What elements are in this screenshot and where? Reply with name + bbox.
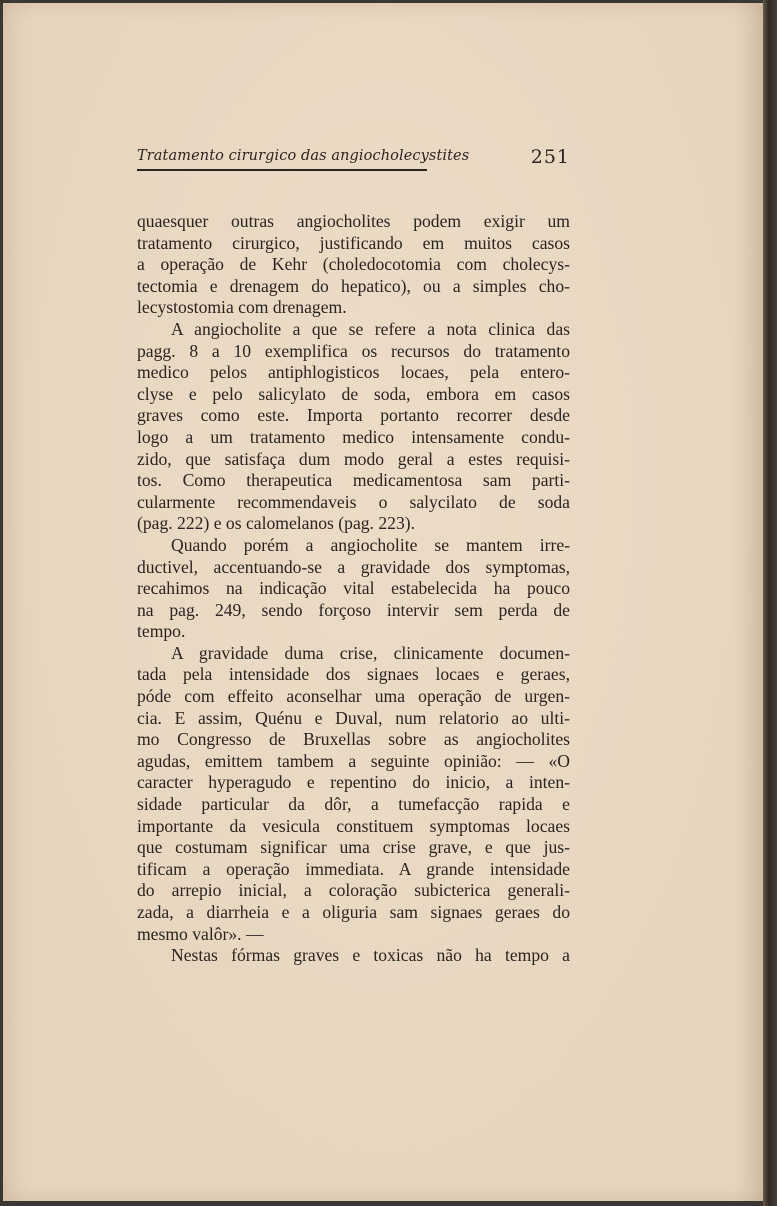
text-line: recahimos na indicação vital estabelecida ha pouco (137, 578, 570, 599)
text-line: póde com effeito aconselhar uma operação de urgen- (137, 686, 570, 707)
text-line: na pag. 249, sendo forçoso intervir sem perda de (137, 599, 570, 620)
text-line: do arrepio inicial, a coloração subicterica generali- (137, 880, 570, 901)
text-line: pagg. 8 a 10 exemplifica os recursos do tratamento (137, 340, 570, 361)
text-line: A gravidade duma crise, clinicamente documen- (171, 642, 570, 663)
text-line: Quando porém a angiocholite se mantem irre- (171, 534, 570, 555)
text-line: medico pelos antiphlogisticos locaes, pela entero- (137, 362, 570, 383)
text-line: tratamento cirurgico, justificando em muitos casos (137, 232, 570, 253)
text-line: cia. E assim, Quénu e Duval, num relatorio ao ulti- (137, 707, 570, 728)
text-line: lecystostomia com drenagem. (137, 297, 347, 318)
running-header (137, 146, 570, 174)
text-line: tectomia e drenagem do hepatico), ou a simples cho- (137, 275, 570, 296)
text-line: logo a um tratamento medico intensamente condu- (137, 426, 570, 447)
text-line: que costumam significar uma crise grave, e que jus- (137, 837, 570, 858)
running-title: Tratamento cirurgico das angiocholecystites (137, 148, 470, 164)
text-line: Nestas fórmas graves e toxicas não ha tempo a (171, 945, 570, 966)
text-line: zido, que satisfaça dum modo geral a estes requisi- (137, 448, 570, 469)
text-line: caracter hyperagudo e repentino do inicio, a inten- (137, 772, 570, 793)
text-line: (pag. 222) e os calomelanos (pag. 223). (137, 513, 415, 534)
text-line: zada, a diarrheia e a oliguria sam signaes geraes do (137, 902, 570, 922)
text-line: tos. Como therapeutica medicamentosa sam parti- (137, 470, 570, 491)
page-number: 251 (530, 146, 570, 168)
text-line: importante da vesicula constituem symptomas locaes (137, 815, 570, 836)
text-line: ductivel, accentuando-se a gravidade dos symptomas, (137, 556, 570, 577)
text-line: tificam a operação immediata. A grande intensidade (137, 858, 570, 879)
text-line: mo Congresso de Bruxellas sobre as angiocholites (137, 729, 570, 750)
text-line: agudas, emittem tambem a seguinte opinião: — «O (137, 750, 570, 771)
text-line: graves como este. Importa portanto recorrer desde (137, 405, 570, 426)
text-line: a operação de Kehr (choledocotomia com cholecys- (137, 254, 570, 275)
text-line: cularmente recommendaveis o salycilato de soda (137, 491, 570, 512)
text-line: mesmo valôr». — (137, 923, 264, 944)
header-rule (137, 169, 427, 171)
text-line: sidade particular da dôr, a tumefacção rapida e (137, 794, 570, 815)
text-line: quaesquer outras angiocholites podem exigir um (137, 211, 570, 231)
text-line: tempo. (137, 621, 186, 642)
body-text (137, 211, 570, 967)
page-edge-shadow (763, 0, 777, 1206)
text-line: clyse e pelo salicylato de soda, embora em casos (137, 383, 570, 404)
text-line: A angiocholite a que se refere a nota clinica das (171, 318, 570, 339)
text-line: tada pela intensidade dos signaes locaes e geraes, (137, 664, 570, 685)
